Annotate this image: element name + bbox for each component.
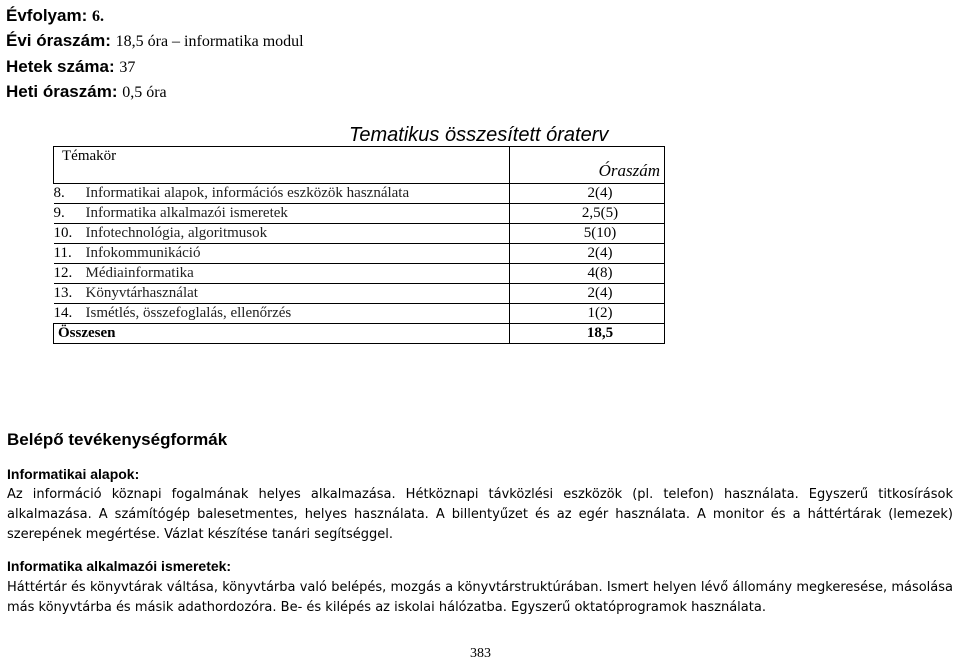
row-hours: 2,5(5) [510, 204, 665, 224]
grade-value: 6. [91, 8, 104, 25]
row-hours: 4(8) [510, 264, 665, 284]
weeks-line [6, 57, 135, 77]
annual-hours-value: 18,5 óra – informatika modul [115, 33, 304, 50]
weekly-hours-label: Heti óraszám: [6, 82, 118, 101]
plan-table [53, 146, 665, 344]
table-row [54, 224, 665, 244]
row-topic: Ismétlés, összefoglalás, ellenőrzés [82, 304, 510, 324]
row-hours: 2(4) [510, 184, 665, 204]
row-number: 10. [54, 224, 82, 244]
row-number: 13. [54, 284, 82, 304]
row-hours: 1(2) [510, 304, 665, 324]
row-topic: Informatikai alapok, információs eszközök használata [82, 184, 510, 204]
row-topic: Informatika alkalmazói ismeretek [82, 204, 510, 224]
grade-line [6, 6, 104, 26]
row-hours: 2(4) [510, 284, 665, 304]
total-value: 18,5 [510, 324, 665, 344]
topic-column-header: Témakör [54, 147, 510, 184]
section-title-applications: Informatika alkalmazói ismeretek: [7, 558, 232, 574]
row-hours: 2(4) [510, 244, 665, 264]
row-number: 9. [54, 204, 82, 224]
table-row [54, 264, 665, 284]
plan-header-row [54, 147, 665, 184]
table-row [54, 244, 665, 264]
annual-hours-line [6, 31, 304, 51]
total-label: Összesen [54, 324, 510, 344]
weekly-hours-line [6, 82, 167, 102]
row-number: 11. [54, 244, 82, 264]
total-row [54, 324, 665, 344]
row-topic: Könyvtárhasználat [82, 284, 510, 304]
row-number: 8. [54, 184, 82, 204]
annual-hours-label: Évi óraszám: [6, 31, 111, 50]
weeks-label: Hetek száma: [6, 57, 115, 76]
section-title-basics: Informatikai alapok: [7, 466, 140, 482]
table-row [54, 184, 665, 204]
table-row [54, 304, 665, 324]
table-row [54, 284, 665, 304]
row-number: 12. [54, 264, 82, 284]
plan-title: Tematikus összesített óraterv [349, 124, 609, 146]
row-topic: Infokommunikáció [82, 244, 510, 264]
row-topic: Infotechnológia, algoritmusok [82, 224, 510, 244]
section-text-applications: Háttértár és könyvtárak váltása, könyvtárba való belépés, mozgás a könyvtárstruktúrában. Ismert helyen lévő állomány megkeresése, másolása más könyvtárba és másik adathordozóra. Be- és kilépés az iskolai hálózatba. Egyszerű oktatóprogramok használata. [7, 580, 953, 615]
hours-column-header: Óraszám [510, 147, 665, 184]
entry-heading: Belépő tevékenységformák [7, 430, 228, 449]
section-text-basics: Az információ köznapi fogalmának helyes alkalmazása. Hétköznapi távközlési eszközök (pl. telefon) használata. Egyszerű titkosírások alkalmazása. A számítógép balesetmentes, helyes használata. A billentyűzet és az egér használata. A monitor és a háttértárak (lemezek) szerepének megértése. Vázlat készítése tanári segítséggel. [7, 487, 953, 542]
table-row [54, 204, 665, 224]
row-topic: Médiainformatika [82, 264, 510, 284]
page-number: 383 [470, 646, 491, 661]
weekly-hours-value: 0,5 óra [122, 84, 167, 101]
grade-label: Évfolyam: [6, 6, 88, 25]
weeks-value: 37 [119, 59, 136, 76]
row-hours: 5(10) [510, 224, 665, 244]
row-number: 14. [54, 304, 82, 324]
